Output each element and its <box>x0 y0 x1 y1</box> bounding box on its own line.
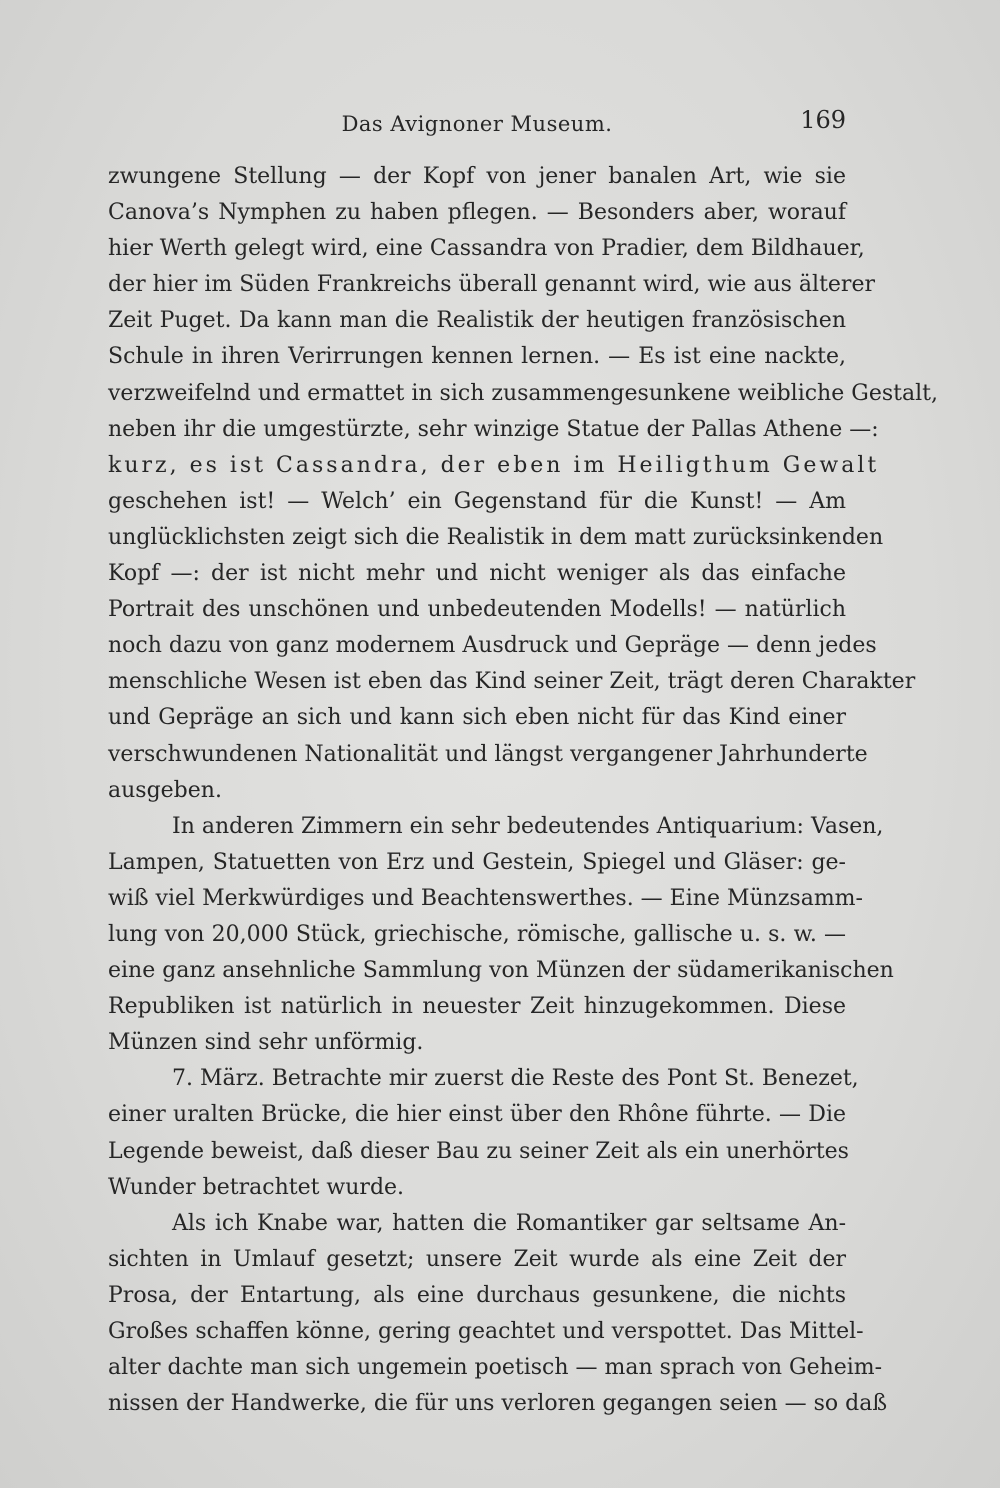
text-line: Schule in ihren Verirrungen kennen lernen. — Es ist eine nackte, <box>108 344 846 370</box>
text-line: Lampen, Statuetten von Erz und Gestein, Spiegel und Gläser: ge- <box>108 849 846 875</box>
text-line: einer uralten Brücke, die hier einst über den Rhône führte. — Die <box>108 1102 846 1128</box>
text-line: Zeit Puget. Da kann man die Realistik der heutigen französischen <box>108 308 846 334</box>
text-line: eine ganz ansehnliche Sammlung von Münzen der südamerikanischen <box>108 958 894 984</box>
text-line: neben ihr die umgestürzte, sehr winzige Statue der Pallas Athene —: <box>108 416 879 442</box>
text-line: kurz, es ist Cassandra, der eben im Heiligthum Gewalt <box>108 452 880 478</box>
text-line: Republiken ist natürlich in neuester Zeit hinzugekommen. Diese <box>108 994 846 1020</box>
text-line: nissen der Handwerke, die für uns verloren gegangen seien — so daß <box>108 1391 888 1417</box>
running-title: Das Avignoner Museum. <box>341 112 613 136</box>
text-line: unglücklichsten zeigt sich die Realistik in dem matt zurücksinkenden <box>108 524 884 550</box>
page-number: 169 <box>800 106 846 134</box>
text-line: noch dazu von ganz modernem Ausdruck und Gepräge — denn jedes <box>108 633 877 659</box>
text-line: Großes schaffen könne, gering geachtet und verspottet. Das Mittel- <box>108 1319 864 1344</box>
text-line: menschliche Wesen ist eben das Kind seiner Zeit, trägt deren Charakter <box>108 669 916 695</box>
text-line: In anderen Zimmern ein sehr bedeutendes Antiquarium: Vasen, <box>172 813 884 839</box>
text-line: ausgeben. <box>108 777 222 803</box>
text-line: Kopf —: der ist nicht mehr und nicht weniger als das einfache <box>108 561 846 587</box>
text-line: alter dachte man sich ungemein poetisch — man sprach von Geheim- <box>108 1355 883 1381</box>
text-line: Canova’s Nymphen zu haben pflegen. — Besonders aber, worauf <box>108 200 846 226</box>
text-line: Legende beweist, daß dieser Bau zu seiner Zeit als ein unerhörtes <box>108 1138 849 1164</box>
text-line: verzweifelnd und ermattet in sich zusammengesunkene weibliche Gestalt, <box>108 380 938 406</box>
text-line: zwungene Stellung — der Kopf von jener banalen Art, wie sie <box>108 164 846 189</box>
text-line: wiß viel Merkwürdiges und Beachtenswerthes. — Eine Münzsamm- <box>108 885 863 911</box>
text-line: und Gepräge an sich und kann sich eben nicht für das Kind einer <box>108 705 846 731</box>
running-head <box>108 104 846 144</box>
text-line: der hier im Süden Frankreichs überall genannt wird, wie aus älterer <box>108 272 875 298</box>
text-line: verschwundenen Nationalität und längst vergangener Jahrhunderte <box>108 741 868 767</box>
text-line: hier Werth gelegt wird, eine Cassandra von Pradier, dem Bildhauer, <box>108 236 865 262</box>
text-line: sichten in Umlauf gesetzt; unsere Zeit wurde als eine Zeit der <box>108 1246 846 1272</box>
text-line: lung von 20,000 Stück, griechische, römische, gallische u. s. w. — <box>108 921 846 947</box>
text-line: geschehen ist! — Welch’ ein Gegenstand für die Kunst! — Am <box>108 488 846 514</box>
text-line: Als ich Knabe war, hatten die Romantiker gar seltsame An- <box>172 1210 846 1236</box>
text-line: Portrait des unschönen und unbedeutenden Modells! — natürlich <box>108 597 846 623</box>
text-line: Prosa, der Entartung, als eine durchaus gesunkene, die nichts <box>108 1282 846 1308</box>
text-line: Wunder betrachtet wurde. <box>108 1174 405 1200</box>
text-line: Münzen sind sehr unförmig. <box>108 1030 424 1056</box>
text-line: 7. März. Betrachte mir zuerst die Reste des Pont St. Benezet, <box>172 1066 859 1092</box>
body-text <box>108 159 938 1422</box>
